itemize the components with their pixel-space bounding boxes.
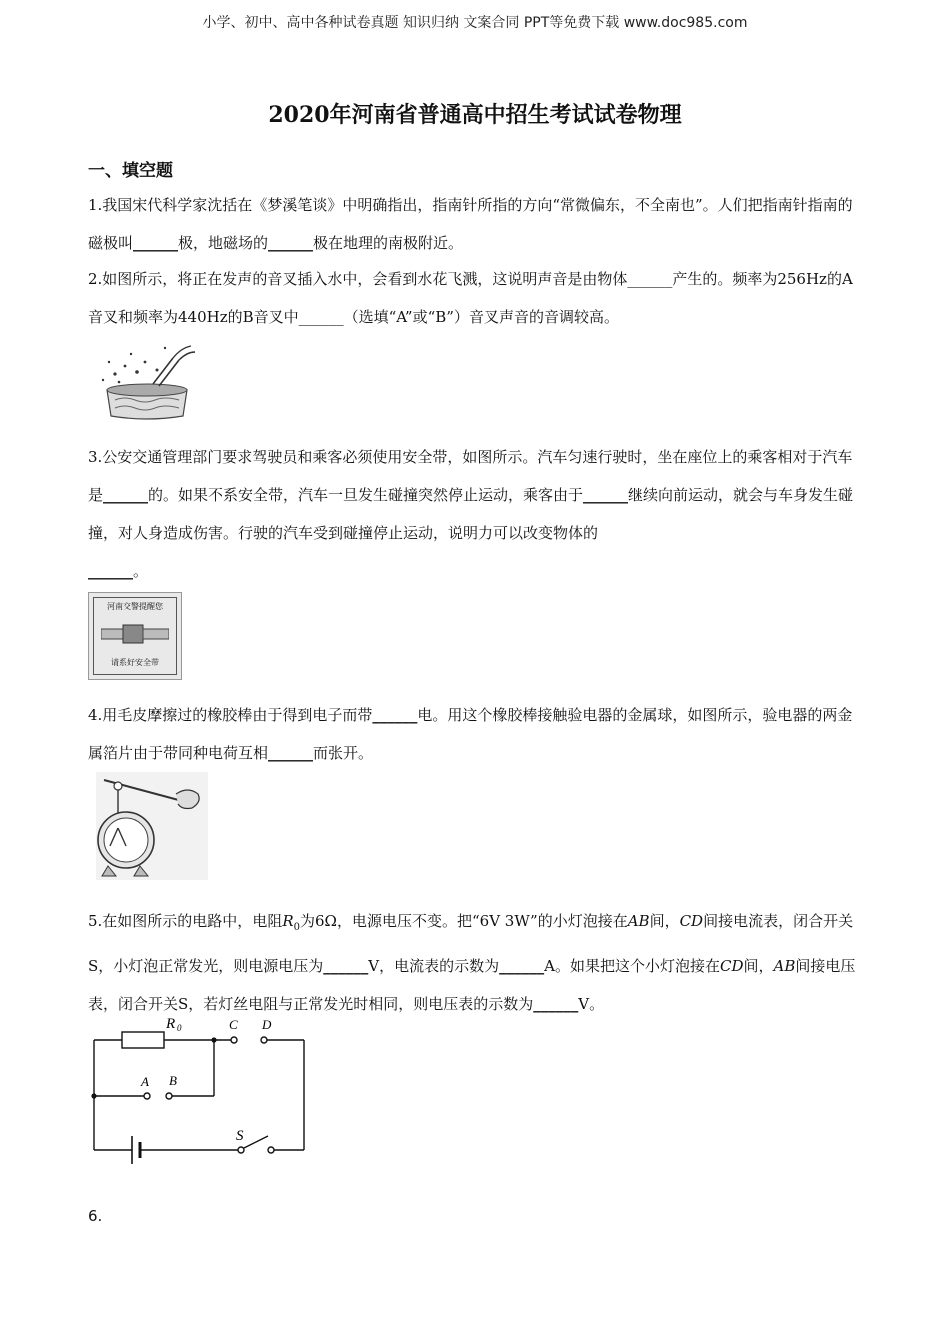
label-b: B	[169, 1073, 177, 1088]
label-d: D	[262, 1017, 272, 1032]
q5-r0: R	[282, 912, 294, 930]
q5-text-2: 为6Ω，电源电压不变。把“6V 3W”的小灯泡接在	[300, 912, 628, 930]
circuit-diagram	[86, 1012, 316, 1172]
seatbelt-sign-figure	[88, 592, 182, 680]
q4-text-2: 电。用这个橡胶棒接触验电器的金属球，如图所示，验电器的两金属箔片由于带同种电荷互相	[88, 706, 853, 762]
q2-text-2: 产生的。频率为256Hz的A音叉和频率为440Hz的B音叉中	[88, 270, 853, 326]
q4-text: 4.用毛皮摩擦过的橡胶棒由于得到电子而带	[88, 706, 373, 724]
q5-text-9: V。	[578, 995, 605, 1013]
seatbelt-buckle-icon	[101, 619, 169, 649]
section-heading: 一、填空题	[88, 161, 173, 181]
q5-text-5: V，电流表的示数为	[368, 957, 500, 975]
q4-blank-1: ______	[372, 706, 418, 724]
resistor-r0	[122, 1032, 164, 1048]
q3-text-3: 继续向前运动，就会与车身发生碰撞，对人身造成伤害。行驶的汽车受到碰撞停止运动，说明力可以改变物体的	[88, 486, 854, 542]
switch-contact	[268, 1147, 274, 1153]
q5-ab: AB	[627, 912, 650, 930]
question-6: 6.	[88, 1207, 103, 1225]
terminal-b	[166, 1093, 172, 1099]
q5-text-7: 间，	[743, 957, 774, 975]
label-s: S	[236, 1128, 244, 1144]
label-c: C	[229, 1017, 238, 1032]
q5-cd: CD	[679, 912, 704, 930]
q5-text-6: A。如果把这个小灯泡接在	[544, 957, 720, 975]
page-header: 小学、初中、高中各种试卷真题 知识归纳 文案合同 PPT等免费下载 www.doc985.com	[202, 15, 748, 31]
q5-blank-1: ______	[323, 957, 369, 975]
terminal-a	[144, 1093, 150, 1099]
q3-blank-1: ______	[103, 486, 149, 504]
q5-blank-2: ______	[499, 957, 545, 975]
q5-text-8: 间接电压表，闭合开关S，若灯丝电阻与正常发光时相同，则电压表的示数为	[88, 957, 856, 1013]
q2-blank-1: ______	[627, 270, 673, 288]
q1-text-2: 极，地磁场的	[178, 234, 269, 252]
label-r-sub: 0	[177, 1023, 182, 1033]
q2-text: 2.如图所示，将正在发声的音叉插入水中，会看到水花飞溅，这说明声音是由物体	[88, 270, 628, 288]
label-a: A	[141, 1074, 149, 1089]
q2-blank-2: ______	[298, 308, 344, 326]
switch-s	[244, 1136, 268, 1148]
q5-cd-2: CD	[719, 957, 744, 975]
terminal-c	[231, 1037, 237, 1043]
q1-text-3: 极在地理的南极附近。	[313, 234, 464, 252]
q5-blank-3: ______	[533, 995, 579, 1013]
q5-text-4: 间接电流表，闭合开关S，小灯泡正常发光，则电源电压为	[88, 912, 854, 975]
q5-text: 5.在如图所示的电路中，电阻	[88, 912, 283, 930]
terminal-d	[261, 1037, 267, 1043]
sign-bottom-text: 请系好安全带	[111, 658, 159, 667]
question-4	[88, 696, 860, 772]
page-title: 2020年河南省普通高中招生考试试卷物理	[268, 102, 682, 128]
q5-ab-2: AB	[773, 957, 796, 975]
q3-text-2: 的。如果不系安全带，汽车一旦发生碰撞突然停止运动，乘客由于	[148, 486, 584, 504]
electroscope-figure	[96, 772, 208, 880]
q5-r0-sub: 0	[293, 922, 300, 933]
question-1	[88, 186, 860, 262]
q3-blank-2: ______	[583, 486, 629, 504]
q4-text-3: 而张开。	[313, 744, 374, 762]
q5-text-3: 间，	[649, 912, 680, 930]
q1-blank-1: ______	[133, 234, 179, 252]
q2-text-3: （选填“A”或“B”）音叉声音的音调较高。	[343, 308, 619, 326]
question-2	[88, 260, 860, 336]
question-3-end	[88, 552, 860, 590]
q3-blank-3: ______	[88, 562, 133, 580]
question-5	[88, 902, 860, 1023]
question-3	[88, 438, 860, 552]
q1-text: 1.我国宋代科学家沈括在《梦溪笔谈》中明确指出，指南针所指的方向“常微偏东，不全南也”。人们把指南针指南的磁极叫	[88, 196, 853, 252]
q1-blank-2: ______	[268, 234, 314, 252]
label-r: R	[166, 1016, 176, 1032]
switch-pivot	[238, 1147, 244, 1153]
q3-text: 3.公安交通管理部门要求驾驶员和乘客必须使用安全带，如图所示。汽车匀速行驶时，坐在座位上的乘客相对于汽车是	[88, 448, 853, 504]
q4-blank-2: ______	[268, 744, 314, 762]
q3-text-4: 。	[133, 562, 149, 580]
tuning-fork-water-figure	[95, 340, 200, 422]
sign-top-text: 河南交警提醒您	[107, 602, 163, 611]
